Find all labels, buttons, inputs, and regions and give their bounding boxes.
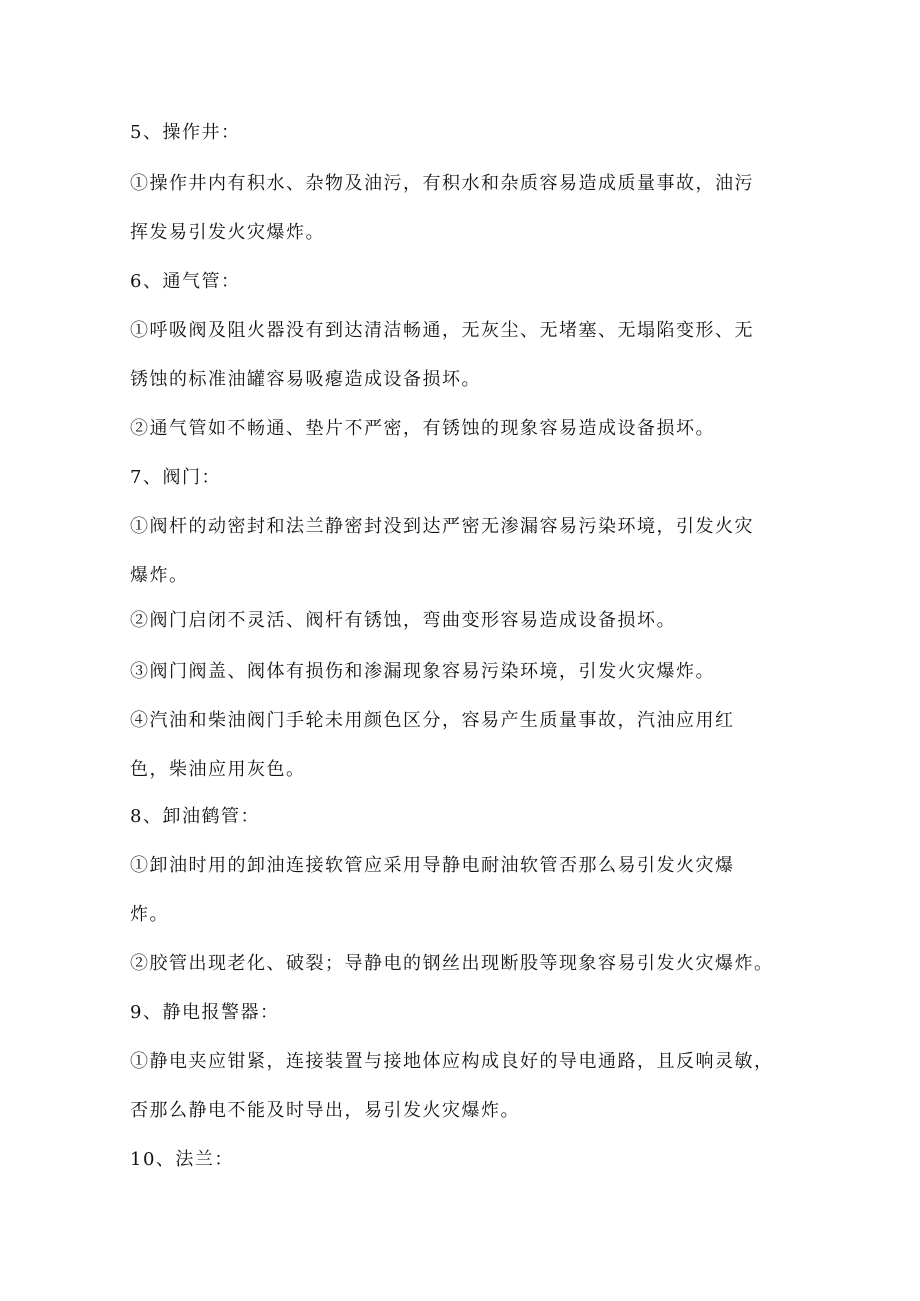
- paragraph-line: 爆炸。: [130, 565, 189, 586]
- heading-static-alarm: 9、静电报警器：: [130, 1002, 280, 1023]
- paragraph-line: ①呼吸阀及阻火器没有到达清洁畅通，无灰尘、无堵塞、无塌陷变形、无: [130, 320, 754, 341]
- heading-flange: 10、法兰：: [130, 1149, 234, 1170]
- heading-vent-pipe: 6、通气管：: [130, 271, 241, 292]
- paragraph-line: ①操作井内有积水、杂物及油污，有积水和杂质容易造成质量事故，油污: [130, 173, 754, 194]
- paragraph-line: ①卸油时用的卸油连接软管应采用导静电耐油软管否那么易引发火灾爆: [130, 855, 735, 876]
- paragraph-line: 挥发易引发火灾爆炸。: [130, 222, 325, 243]
- paragraph-line: ②阀门启闭不灵活、阀杆有锈蚀，弯曲变形容易造成设备损坏。: [130, 610, 676, 631]
- paragraph-line: 锈蚀的标准油罐容易吸瘪造成设备损坏。: [130, 369, 481, 390]
- paragraph-line: 色，柴油应用灰色。: [130, 759, 306, 780]
- paragraph-line: 否那么静电不能及时导出，易引发火灾爆炸。: [130, 1100, 520, 1121]
- heading-unloading-arm: 8、卸油鹤管：: [130, 806, 260, 827]
- paragraph-line: ④汽油和柴油阀门手轮未用颜色区分，容易产生质量事故，汽油应用红: [130, 710, 735, 731]
- paragraph-line: ②胶管出现老化、破裂；导静电的钢丝出现断股等现象容易引发火灾爆炸。: [130, 953, 774, 974]
- heading-valve: 7、阀门：: [130, 467, 221, 488]
- paragraph-line: ③阀门阀盖、阀体有损伤和渗漏现象容易污染环境，引发火灾爆炸。: [130, 661, 715, 682]
- paragraph-line: ①静电夹应钳紧，连接装置与接地体应构成良好的导电通路，且反响灵敏，: [130, 1051, 774, 1072]
- heading-operation-well: 5、操作井：: [130, 122, 241, 143]
- paragraph-line: ②通气管如不畅通、垫片不严密，有锈蚀的现象容易造成设备损坏。: [130, 418, 715, 439]
- paragraph-line: 炸。: [130, 904, 169, 925]
- paragraph-line: ①阀杆的动密封和法兰静密封没到达严密无渗漏容易污染环境，引发火灾: [130, 516, 754, 537]
